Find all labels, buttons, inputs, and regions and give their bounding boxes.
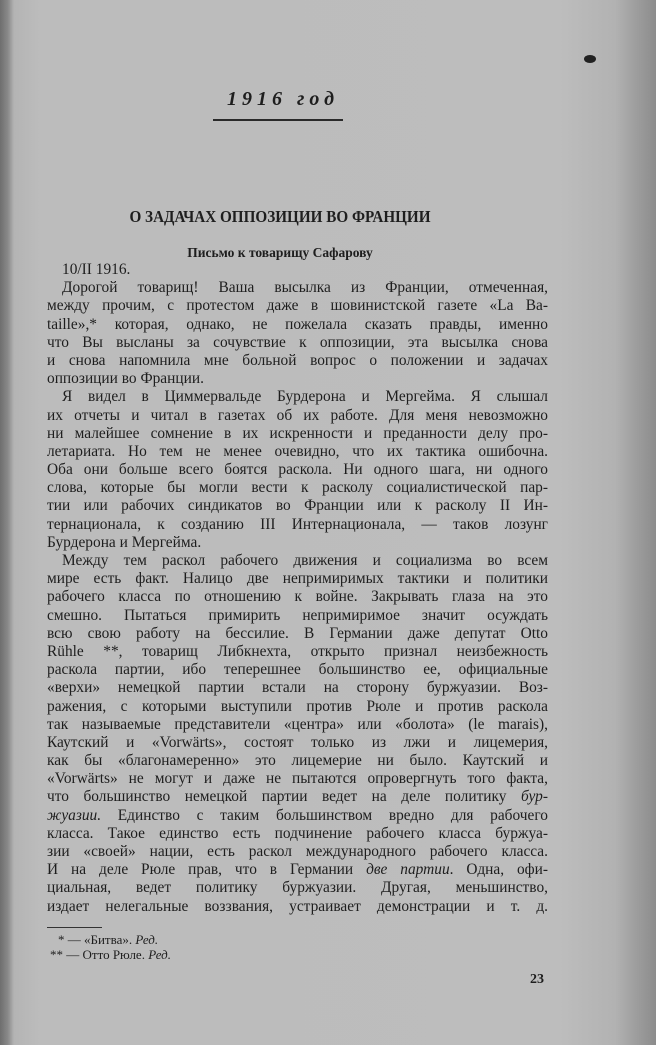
text-line	[47, 752, 548, 770]
footnote-2	[50, 947, 171, 963]
text-line	[47, 552, 548, 570]
footnote-divider	[47, 927, 102, 928]
text-run: издает нелегальные воззвания, устраивает демонстрации и т. д.	[47, 897, 548, 915]
footnote-text: ** — Отто Рюле.	[50, 947, 145, 962]
text-line	[47, 698, 548, 716]
text-line	[47, 479, 548, 497]
text-line	[47, 334, 548, 352]
text-line	[47, 497, 548, 515]
text-run: Бурдерона и Мергейма.	[47, 533, 202, 551]
text-run: Каутский и «Vorwärts», состоят только из лжи и лицемерия,	[47, 733, 548, 751]
text-run: тернационала, к созданию III Интернационала, — таков лозунг	[47, 515, 548, 533]
text-run: зии «своей» нации, есть раскол международного рабочего класса.	[47, 843, 548, 860]
text-run: ражения, с которыми выступили против Рюле и против раскола	[47, 697, 548, 715]
text-line	[47, 388, 548, 406]
text-line	[47, 625, 548, 643]
text-line	[47, 898, 548, 916]
text-line	[47, 407, 548, 425]
footnote-editor-mark: Ред.	[148, 947, 171, 962]
text-run: раскола партии, ибо теперешнее большинство ее, официальные	[47, 661, 548, 679]
text-run: так называемые представители «центра» или «болота» (le marais),	[47, 715, 548, 733]
text-line	[47, 770, 548, 788]
heading-rule	[213, 119, 343, 121]
text-run: «Vorwärts» не могут и даже не пытаются опровергнуть того факта,	[47, 770, 548, 788]
text-run: тии или рабочих синдикатов во Франции или к расколу II Ин-	[47, 497, 548, 515]
article-body	[47, 261, 548, 916]
text-run: Между тем раскол рабочего движения и социализма во всем	[62, 552, 548, 569]
text-line	[47, 716, 548, 734]
italic-emphasis: бур-	[521, 788, 548, 806]
text-run: и снова напомнила мне больной вопрос о положении и задачах	[47, 351, 548, 369]
text-line	[47, 661, 548, 679]
text-run: Единство с таким большинством вредно для рабочего	[101, 806, 548, 824]
page-number: 23	[530, 972, 544, 987]
text-run: Rühle **, товарищ Либкнехта, открыто признал неизбежность	[47, 642, 548, 660]
italic-emphasis: жуазии.	[47, 806, 102, 824]
text-line	[47, 316, 548, 334]
ink-speck	[584, 55, 596, 63]
text-line	[47, 570, 548, 588]
text-run: как бы «благонамеренно» это лицемерие ни было. Каутский и	[47, 752, 548, 770]
text-line	[47, 443, 548, 461]
text-run: Оба они больше всего боятся раскола. Ни одного шага, ни одного	[47, 461, 548, 479]
text-run: что большинство немецкой партии ведет на деле политику	[47, 788, 521, 806]
text-line	[47, 261, 548, 279]
text-run: . Одна, офи-	[449, 861, 548, 879]
text-run: 10/II 1916.	[62, 261, 131, 278]
text-line	[47, 679, 548, 697]
text-line	[47, 297, 548, 315]
text-line	[47, 643, 548, 661]
article-title: О ЗАДАЧАХ ОППОЗИЦИИ ВО ФРАНЦИИ	[129, 207, 431, 226]
text-line	[47, 843, 548, 861]
text-run: мире есть факт. Налицо две непримиримых тактики и политики	[47, 570, 548, 588]
text-line	[47, 588, 548, 606]
text-line	[47, 516, 548, 534]
italic-emphasis: две партии	[366, 861, 450, 879]
text-line	[47, 788, 548, 806]
text-line	[47, 279, 548, 297]
footnote-text: * — «Битва».	[58, 932, 133, 947]
text-run: рабочего класса по отношению к войне. Закрывать глаза на это	[47, 588, 548, 606]
text-run: класса. Такое единство есть подчинение рабочего класса буржуа-	[47, 824, 548, 842]
text-run: всю свою работу на бессилие. В Германии даже депутат Otto	[47, 624, 548, 642]
text-run: ни малейшее сомнение в их искренности и преданности делу про-	[47, 424, 548, 442]
text-run: Я видел в Циммервальде Бурдерона и Мергейма. Я слышал	[62, 388, 548, 406]
text-line	[47, 425, 548, 443]
article-subtitle: Письмо к товарищу Сафарову	[187, 245, 373, 260]
text-run: летариата. Но тем не менее очевидно, что их тактика ошибочна.	[47, 442, 548, 460]
text-run: циальная, ведет политику буржуазии. Другая, меньшинство,	[47, 879, 548, 897]
text-line	[47, 461, 548, 479]
text-line	[47, 734, 548, 752]
text-line	[47, 861, 548, 879]
text-run: И на деле Рюле прав, что в Германии	[47, 861, 367, 879]
text-line	[47, 825, 548, 843]
section-year-heading: 1916 год	[226, 88, 340, 110]
text-run: между прочим, с протестом даже в шовинистской газете «La Ba-	[47, 297, 548, 315]
text-line	[47, 879, 548, 897]
text-run: слова, которые бы могли вести к расколу социалистической пар-	[47, 479, 548, 497]
text-run: taille»,* которая, однако, не пожелала сказать правды, именно	[47, 315, 548, 333]
text-line	[47, 370, 548, 388]
text-run: что Вы высланы за сочувствие к оппозиции, эта высылка снова	[47, 333, 548, 351]
text-run: их отчеты и читал в газетах об их работе. Для меня невозможно	[47, 406, 548, 424]
footnote-editor-mark: Ред.	[135, 932, 159, 947]
text-run: оппозиции во Франции.	[47, 370, 204, 388]
text-line	[47, 607, 548, 625]
footnote-1	[50, 932, 158, 948]
text-run: Дорогой товарищ! Ваша высылка из Франции, отмеченная,	[62, 279, 548, 297]
text-line	[47, 352, 548, 370]
text-run: «верхи» немецкой партии встали на сторону буржуазии. Воз-	[47, 679, 548, 697]
text-run: смешно. Пытаться примирить непримиримое значит осуждать	[47, 606, 548, 624]
text-line	[47, 807, 548, 825]
text-line	[47, 534, 548, 552]
